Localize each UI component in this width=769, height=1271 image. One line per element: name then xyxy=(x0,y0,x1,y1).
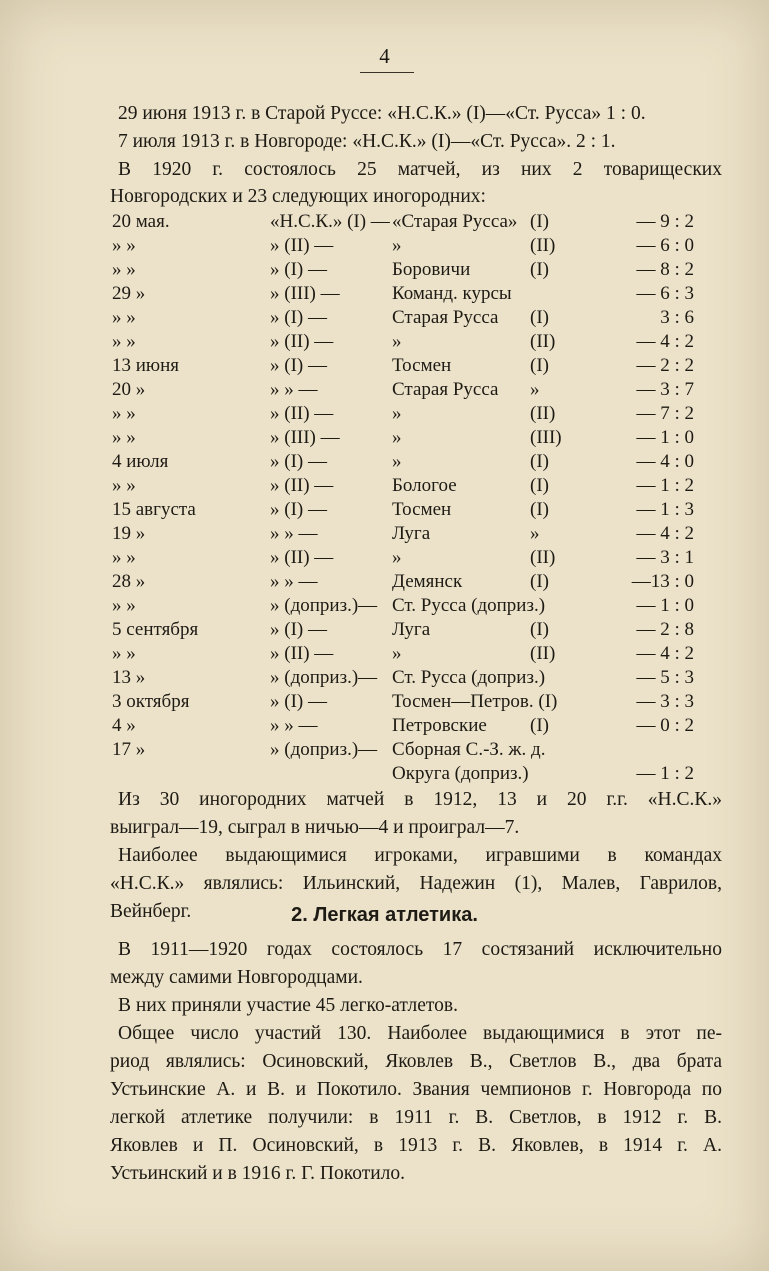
match-opponent-team: (II) xyxy=(530,547,556,568)
match-team: » (I) — xyxy=(270,619,327,640)
athletics-line: Общее число участий 130. Наиболее выдающимися в этот пе- xyxy=(118,1023,722,1044)
match-team: » (I) — xyxy=(270,691,327,712)
match-team: » (II) — xyxy=(270,643,334,664)
match-opponent: » xyxy=(392,331,402,352)
match-score: — 4 : 2 xyxy=(636,643,694,664)
table-row xyxy=(110,692,722,716)
match-score: — 7 : 2 xyxy=(636,403,694,424)
table-row xyxy=(110,644,722,668)
match-score: — 6 : 0 xyxy=(636,235,694,256)
match-team: » (II) — xyxy=(270,475,334,496)
match-score: — 1 : 2 xyxy=(636,763,694,784)
match-opponent-team: » xyxy=(530,523,540,544)
table-row xyxy=(110,308,722,332)
athletics-line: Яковлев и П. Осиновский, в 1913 г. В. Яковлев, в 1914 г. А. xyxy=(110,1135,722,1156)
table-row xyxy=(110,476,722,500)
match-opponent-team: (II) xyxy=(530,403,556,424)
match-date: 29 » xyxy=(112,283,146,304)
match-score: — 1 : 0 xyxy=(636,595,694,616)
match-team: » » — xyxy=(270,523,318,544)
match-team: » (II) — xyxy=(270,331,334,352)
match-opponent: Демянск xyxy=(392,571,463,592)
athletics-line: легкой атлетике получили: в 1911 г. В. Светлов, в 1912 г. В. xyxy=(110,1107,722,1128)
match-opponent-team: (I) xyxy=(530,715,549,736)
athletics-line: риод являлись: Осиновский, Яковлев В., Светлов В., два брата xyxy=(110,1051,722,1072)
match-team: » » — xyxy=(270,379,318,400)
match-opponent-team: (II) xyxy=(530,643,556,664)
table-row xyxy=(110,716,722,740)
match-opponent: » xyxy=(392,403,402,424)
match-team: » (I) — xyxy=(270,499,327,520)
match-score: — 8 : 2 xyxy=(636,259,694,280)
match-opponent: » xyxy=(392,451,402,472)
table-row xyxy=(110,212,722,236)
match-date: » » xyxy=(112,307,136,328)
match-date: » » xyxy=(112,427,136,448)
match-team: » (I) — xyxy=(270,355,327,376)
table-row xyxy=(110,620,722,644)
match-date: 4 июля xyxy=(112,451,169,472)
match-team: » (I) — xyxy=(270,451,327,472)
match-date: » » xyxy=(112,547,136,568)
table-row xyxy=(110,236,722,260)
match-score: — 4 : 0 xyxy=(636,451,694,472)
table-row xyxy=(110,740,722,764)
match-opponent-team: (I) xyxy=(530,259,549,280)
match-opponent: «Старая Русса» xyxy=(392,211,518,232)
match-opponent-team: (III) xyxy=(530,427,562,448)
summary-line: «Н.С.К.» являлись: Ильинский, Надежин (1), Малев, Гаврилов, xyxy=(110,873,722,894)
table-row xyxy=(110,284,722,308)
match-opponent-team: (I) xyxy=(530,619,549,640)
match-opponent-team: (II) xyxy=(530,331,556,352)
match-date: » » xyxy=(112,235,136,256)
intro-line: Новгородских и 23 следующих иногородних: xyxy=(110,186,486,207)
match-score: — 0 : 2 xyxy=(636,715,694,736)
page-number-rule xyxy=(360,72,414,73)
match-score: — 9 : 2 xyxy=(636,211,694,232)
match-date: » » xyxy=(112,595,136,616)
athletics-line: В них приняли участие 45 легко-атлетов. xyxy=(118,995,458,1016)
match-opponent: » xyxy=(392,235,402,256)
page-number: 4 xyxy=(379,44,390,68)
match-opponent: Луга xyxy=(392,619,431,640)
match-date: 19 » xyxy=(112,523,146,544)
table-row xyxy=(110,356,722,380)
match-score: — 6 : 3 xyxy=(636,283,694,304)
match-team: » (I) — xyxy=(270,307,327,328)
match-opponent: Петровские xyxy=(392,715,487,736)
match-score: — 4 : 2 xyxy=(636,331,694,352)
match-score: — 4 : 2 xyxy=(636,523,694,544)
table-row xyxy=(110,380,722,404)
table-row xyxy=(110,524,722,548)
match-opponent: Округа (доприз.) xyxy=(392,763,529,784)
match-opponent: Старая Русса xyxy=(392,307,499,328)
section-title: 2. Легкая атлетика. xyxy=(291,904,478,926)
match-opponent: » xyxy=(392,427,402,448)
match-score: — 1 : 2 xyxy=(636,475,694,496)
match-team: » (доприз.)— xyxy=(270,739,378,760)
match-team: » (I) — xyxy=(270,259,327,280)
table-row xyxy=(110,260,722,284)
summary-line: выиграл—19, сыграл в ничью—4 и проиграл—7. xyxy=(110,817,520,838)
summary-line: Вейнберг. xyxy=(110,901,192,922)
match-opponent: Боровичи xyxy=(392,259,471,280)
table-row xyxy=(110,764,722,788)
match-opponent: Команд. курсы xyxy=(392,283,512,304)
table-row xyxy=(110,404,722,428)
match-date: 4 » xyxy=(112,715,136,736)
match-opponent-team: (I) xyxy=(530,451,549,472)
match-date: 13 июня xyxy=(112,355,180,376)
table-row xyxy=(110,332,722,356)
match-team: «Н.С.К.» (I) — xyxy=(270,211,390,232)
match-score: — 1 : 3 xyxy=(636,499,694,520)
match-date: 20 мая. xyxy=(112,211,170,232)
match-opponent: » xyxy=(392,547,402,568)
table-row xyxy=(110,428,722,452)
match-date: 20 » xyxy=(112,379,146,400)
match-opponent: Бологое xyxy=(392,475,457,496)
match-opponent: Ст. Русса (доприз.) xyxy=(392,595,546,616)
match-team: » » — xyxy=(270,715,318,736)
match-opponent-team: (I) xyxy=(530,475,549,496)
table-row xyxy=(110,596,722,620)
match-date: » » xyxy=(112,403,136,424)
match-opponent: Ст. Русса (доприз.) xyxy=(392,667,546,688)
match-score: — 5 : 3 xyxy=(636,667,694,688)
match-score: — 2 : 2 xyxy=(636,355,694,376)
athletics-line: Устьинские А. и В. и Покотило. Звания чемпионов г. Новгорода по xyxy=(110,1079,722,1100)
match-team: » (II) — xyxy=(270,235,334,256)
match-team: » (II) — xyxy=(270,403,334,424)
match-team: » » — xyxy=(270,571,318,592)
match-opponent-team: (I) xyxy=(530,571,549,592)
match-team: » (доприз.)— xyxy=(270,595,378,616)
match-score: 3 : 6 xyxy=(660,307,694,328)
summary-line: Из 30 иногородних матчей в 1912, 13 и 20 г.г. «Н.С.К.» xyxy=(118,789,722,810)
table-row xyxy=(110,572,722,596)
match-score: — 3 : 1 xyxy=(636,547,694,568)
table-row xyxy=(110,452,722,476)
match-opponent: Сборная С.-З. ж. д. xyxy=(392,739,546,760)
match-date: 3 октября xyxy=(112,691,190,712)
intro-line: 29 июня 1913 г. в Старой Руссе: «Н.С.К.» (I)—«Ст. Русса» 1 : 0. xyxy=(118,103,646,124)
match-opponent-team: (I) xyxy=(530,211,549,232)
match-opponent: Старая Русса xyxy=(392,379,499,400)
table-row xyxy=(110,548,722,572)
athletics-line: Устьинский и в 1916 г. Г. Покотило. xyxy=(110,1163,406,1184)
match-opponent: Тосмен xyxy=(392,499,452,520)
match-score: — 3 : 7 xyxy=(636,379,694,400)
match-date: » » xyxy=(112,259,136,280)
intro-line: В 1920 г. состоялось 25 матчей, из них 2 товарищеских xyxy=(118,159,722,180)
match-date: 13 » xyxy=(112,667,146,688)
match-team: » (III) — xyxy=(270,283,340,304)
athletics-line: между самими Новгородцами. xyxy=(110,967,363,988)
match-score: — 2 : 8 xyxy=(636,619,694,640)
match-team: » (доприз.)— xyxy=(270,667,378,688)
intro-line: 7 июля 1913 г. в Новгороде: «Н.С.К.» (I)—«Ст. Русса». 2 : 1. xyxy=(118,131,616,152)
match-opponent: » xyxy=(392,643,402,664)
match-date: » » xyxy=(112,643,136,664)
match-opponent-team: (I) xyxy=(530,499,549,520)
match-date: » » xyxy=(112,331,136,352)
match-date: » » xyxy=(112,475,136,496)
match-score: —13 : 0 xyxy=(631,571,694,592)
match-opponent-team: (I) xyxy=(530,355,549,376)
match-date: 5 сентября xyxy=(112,619,199,640)
match-opponent: Тосмен xyxy=(392,355,452,376)
match-date: 17 » xyxy=(112,739,146,760)
match-date: 28 » xyxy=(112,571,146,592)
table-row xyxy=(110,668,722,692)
table-row xyxy=(110,500,722,524)
match-opponent: Луга xyxy=(392,523,431,544)
match-team: » (III) — xyxy=(270,427,340,448)
match-team: » (II) — xyxy=(270,547,334,568)
match-opponent-team: » xyxy=(530,379,540,400)
athletics-line: В 1911—1920 годах состоялось 17 состязаний исключительно xyxy=(118,939,722,960)
match-score: — 3 : 3 xyxy=(636,691,694,712)
match-date: 15 августа xyxy=(112,499,196,520)
match-opponent-team: (I) xyxy=(530,307,549,328)
match-opponent: Тосмен—Петров. (I) xyxy=(392,691,558,712)
match-opponent-team: (II) xyxy=(530,235,556,256)
match-score: — 1 : 0 xyxy=(636,427,694,448)
summary-line: Наиболее выдающимися игроками, игравшими в командах xyxy=(118,845,722,866)
